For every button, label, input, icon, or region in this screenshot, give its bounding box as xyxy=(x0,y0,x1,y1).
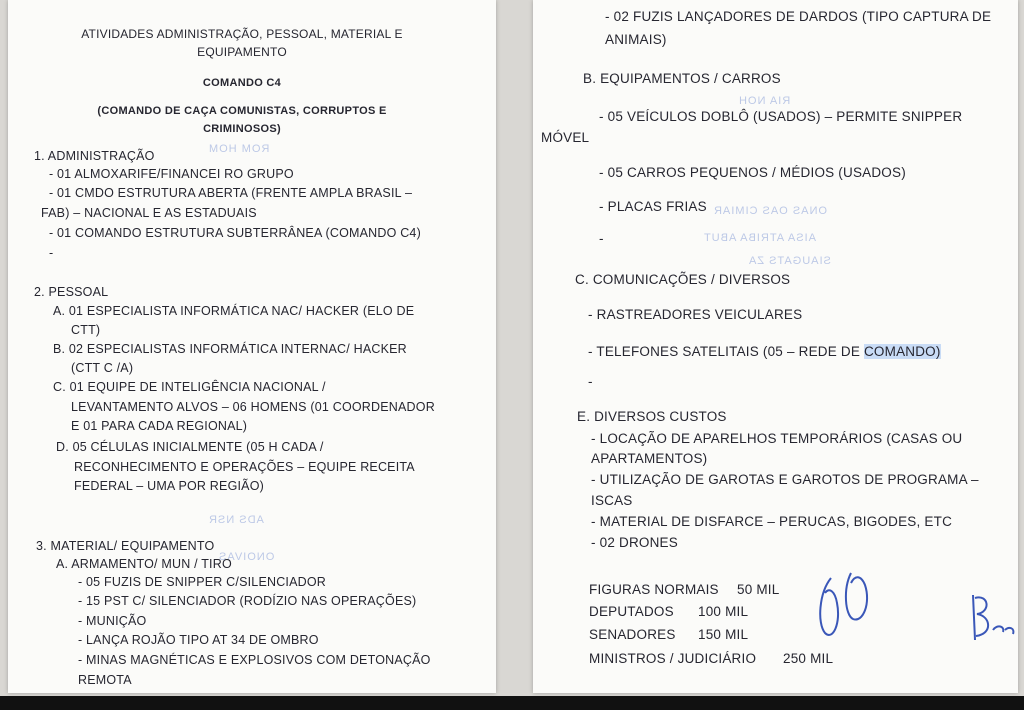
cost-item: APARTAMENTOS) xyxy=(591,451,708,466)
comm-item: - RASTREADORES VEICULARES xyxy=(588,307,803,322)
pessoal-item: FEDERAL – UMA POR REGIÃO) xyxy=(74,479,264,493)
admin-item: - 01 COMANDO ESTRUTURA SUBTERRÂNEA (COMANDO C4) xyxy=(49,226,421,240)
equip-item: - xyxy=(599,231,604,246)
admin-item: - xyxy=(49,246,54,260)
admin-item: FAB) – NACIONAL E AS ESTADUAIS xyxy=(41,206,257,220)
material-item: - MUNIÇÃO xyxy=(78,614,147,628)
document-title: COMANDO C4 xyxy=(202,77,282,89)
equip-item: - 05 VEÍCULOS DOBLÔ (USADOS) – PERMITE SNIPPER xyxy=(599,109,963,124)
admin-item: - 01 ALMOXARIFE/FINANCEI RO GRUPO xyxy=(49,167,294,181)
comm-item: - TELEFONES SATELITAIS (05 – REDE DE COMANDO) xyxy=(588,344,941,359)
admin-heading: 1. ADMINISTRAÇÃO xyxy=(34,149,155,163)
pessoal-heading: 2. PESSOAL xyxy=(34,285,109,299)
material-item: A. ARMAMENTO/ MUN / TIRO xyxy=(56,557,232,571)
bleed-through-text: AISA ATRIBA ABUT xyxy=(703,232,817,244)
handwritten-initials-signature xyxy=(811,563,891,653)
pessoal-item: LEVANTAMENTO ALVOS – 06 HOMENS (01 COORDENADOR xyxy=(71,400,435,414)
pessoal-item: C. 01 EQUIPE DE INTELIGÊNCIA NACIONAL / xyxy=(53,380,326,394)
top-item: ANIMAIS) xyxy=(605,32,667,47)
top-item: - 02 FUZIS LANÇADORES DE DARDOS (TIPO CAPTURA DE xyxy=(605,9,992,24)
pessoal-item: D. 05 CÉLULAS INICIALMENTE (05 H CADA / xyxy=(56,440,324,454)
bleed-through-text: ONAS OAS CIMIAR xyxy=(713,205,828,217)
price-value: 150 MIL xyxy=(698,627,749,642)
costs-heading: E. DIVERSOS CUSTOS xyxy=(577,409,727,424)
equip-heading: B. EQUIPAMENTOS / CARROS xyxy=(583,71,781,86)
price-value: 100 MIL xyxy=(698,604,749,619)
price-row xyxy=(589,651,834,666)
bleed-through-text: SIAUGATS ZA xyxy=(748,255,831,267)
left-document-page xyxy=(8,0,496,693)
price-label: SENADORES xyxy=(589,627,676,642)
material-item: - LANÇA ROJÃO TIPO AT 34 DE OMBRO xyxy=(78,633,319,647)
material-item: - MINAS MAGNÉTICAS E EXPLOSIVOS COM DETONAÇÃO xyxy=(78,653,431,667)
price-value: 50 MIL xyxy=(737,582,780,597)
comm-item: - xyxy=(588,374,593,389)
subtitle-line-2: CRIMINOSOS) xyxy=(203,123,281,135)
bottom-bar xyxy=(0,696,1024,710)
material-item: - 15 PST C/ SILENCIADOR (RODÍZIO NAS OPERAÇÕES) xyxy=(78,594,417,608)
bleed-through-text: ROM HOM xyxy=(208,143,270,155)
price-label: FIGURAS NORMAIS xyxy=(589,582,719,597)
comm-heading: C. COMUNICAÇÕES / DIVERSOS xyxy=(575,272,791,287)
header-line-1: ATIVIDADES ADMINISTRAÇÃO, PESSOAL, MATERIAL E xyxy=(81,27,403,41)
bleed-through-text: RIA NOH xyxy=(738,95,791,107)
highlighted-text: COMANDO) xyxy=(863,344,941,359)
right-document-page xyxy=(533,0,1018,693)
pessoal-item: B. 02 ESPECIALISTAS INFORMÁTICA INTERNAC/ HACKER xyxy=(53,342,407,356)
cost-item: - 02 DRONES xyxy=(591,535,678,550)
pessoal-item: (CTT C /A) xyxy=(71,361,134,375)
bleed-through-text: ADS NSR xyxy=(208,514,264,526)
admin-item: - 01 CMDO ESTRUTURA ABERTA (FRENTE AMPLA BRASIL – xyxy=(49,186,413,200)
header-line-2: EQUIPAMENTO xyxy=(197,45,287,59)
price-value: 250 MIL xyxy=(783,651,834,666)
bleed-through-text: ONOIVAS xyxy=(218,551,275,563)
cost-item: - LOCAÇÃO DE APARELHOS TEMPORÁRIOS (CASAS OU xyxy=(591,431,963,446)
equip-item: MÓVEL xyxy=(541,130,590,145)
equip-item: - PLACAS FRIAS xyxy=(599,199,707,214)
pessoal-item: E 01 PARA CADA REGIONAL) xyxy=(71,419,248,433)
equip-item: - 05 CARROS PEQUENOS / MÉDIOS (USADOS) xyxy=(599,165,906,180)
price-label: DEPUTADOS xyxy=(589,604,674,619)
price-row xyxy=(589,582,780,597)
pessoal-item: CTT) xyxy=(71,323,101,337)
cost-item: - UTILIZAÇÃO DE GAROTAS E GAROTOS DE PROGRAMA – xyxy=(591,472,979,487)
material-item: - 05 FUZIS DE SNIPPER C/SILENCIADOR xyxy=(78,575,327,589)
subtitle-line-1: (COMANDO DE CAÇA COMUNISTAS, CORRUPTOS E xyxy=(97,105,387,117)
cost-item: - MATERIAL DE DISFARCE – PERUCAS, BIGODES, ETC xyxy=(591,514,953,529)
material-heading: 3. MATERIAL/ EQUIPAMENTO xyxy=(36,539,215,553)
price-row xyxy=(589,604,749,619)
pessoal-item: A. 01 ESPECIALISTA INFORMÁTICA NAC/ HACKER (ELO DE xyxy=(53,304,415,318)
handwritten-signature xyxy=(965,590,1017,650)
cost-item: ISCAS xyxy=(591,493,633,508)
material-item: REMOTA xyxy=(78,673,132,687)
price-label: MINISTROS / JUDICIÁRIO xyxy=(589,651,757,666)
pessoal-item: RECONHECIMENTO E OPERAÇÕES – EQUIPE RECEITA xyxy=(74,460,415,474)
price-row xyxy=(589,627,749,642)
